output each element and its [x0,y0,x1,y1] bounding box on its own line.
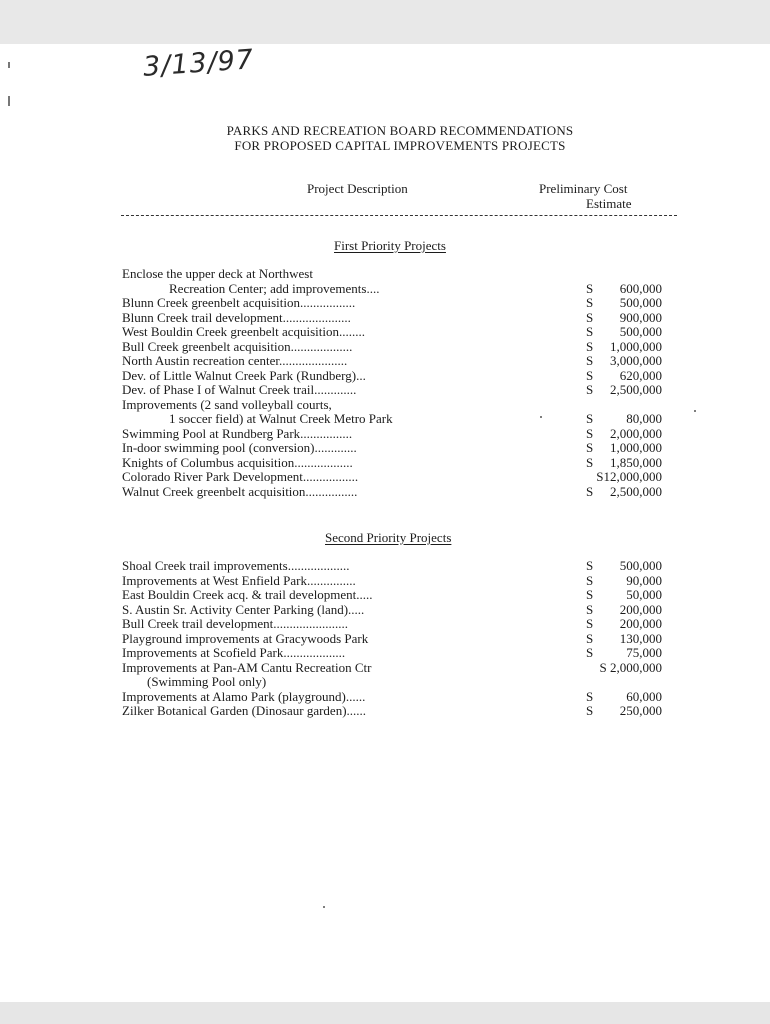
project-row [122,441,682,456]
dollar-sign: S [586,454,594,470]
dollar-sign: S [586,295,594,310]
cost-amount: 2,500,000 [610,382,662,397]
project-row [122,675,682,690]
project-description: East Bouldin Creek acq. & trail development..... [122,587,373,602]
cost-amount: S12,000,000 [596,469,662,484]
dollar-sign: S [586,324,594,339]
project-row [122,690,682,705]
project-row [122,398,682,413]
project-row [122,574,682,589]
cost-amount: 200,000 [619,616,662,631]
dollar-sign: S [586,616,594,631]
first-priority-heading: First Priority Projects [334,238,446,253]
header-divider [121,215,677,216]
cost-amount: 90,000 [626,572,662,588]
cost-amount: 1,000,000 [610,440,662,455]
project-description: 1 soccer field) at Walnut Creek Metro Park [169,411,393,426]
handwritten-date: 3/13/97 [142,44,256,83]
project-row [122,632,682,647]
project-row [122,588,682,603]
project-description: Bull Creek greenbelt acquisition................... [122,338,353,354]
cost-amount: 500,000 [619,558,662,573]
cost-amount: S 2,000,000 [599,659,662,675]
dollar-sign: S [586,309,594,325]
project-row [122,412,682,427]
scan-bottom-border [0,1002,770,1024]
project-row [122,296,682,311]
cost-amount: 250,000 [619,703,662,718]
project-description: Playground improvements at Gracywoods Park [122,630,369,646]
dollar-sign: S [586,703,594,718]
cost-amount: 130,000 [619,630,662,646]
cost-amount: 75,000 [626,645,662,660]
project-row [122,646,682,661]
dollar-sign: S [586,425,594,441]
dollar-sign: S [586,353,594,368]
scan-speck [694,410,696,412]
dollar-sign: S [586,587,594,602]
cost-amount: 50,000 [626,587,662,602]
project-description: Blunn Creek greenbelt acquisition................. [122,295,356,310]
dollar-sign: S [586,483,594,499]
scan-top-border [0,0,770,44]
project-row [122,267,682,282]
project-description: Recreation Center; add improvements.... [169,280,380,296]
column-header-estimate: Estimate [586,196,632,211]
project-row [122,559,682,574]
project-description: Walnut Creek greenbelt acquisition................ [122,483,358,499]
dollar-sign: S [586,338,594,354]
cost-amount: 1,000,000 [610,338,662,354]
project-description: Dev. of Phase I of Walnut Creek trail............. [122,382,357,397]
project-description: Improvements (2 sand volleyball courts, [122,396,332,412]
dollar-sign: S [586,601,594,617]
cost-amount: 600,000 [619,280,662,296]
project-description: West Bouldin Creek greenbelt acquisition........ [122,324,366,339]
project-row [122,282,682,297]
second-priority-list [122,559,682,719]
scan-speck [540,416,542,418]
project-description: Shoal Creek trail improvements................... [122,558,350,573]
dollar-sign: S [586,440,594,455]
dollar-sign: S [586,280,594,296]
project-description: Blunn Creek trail development..................... [122,309,351,325]
project-row [122,311,682,326]
project-description: Improvements at West Enfield Park............... [122,572,356,588]
cost-amount: 200,000 [619,601,662,617]
project-row [122,485,682,500]
first-priority-list [122,267,682,499]
project-row [122,340,682,355]
project-description: S. Austin Sr. Activity Center Parking (land)..... [122,601,365,617]
project-description: North Austin recreation center..................... [122,353,348,368]
project-description: In-door swimming pool (conversion)............. [122,440,357,455]
dollar-sign: S [586,645,594,660]
dollar-sign: S [586,572,594,588]
project-description: Improvements at Pan-AM Cantu Recreation Ctr [122,659,372,675]
cost-amount: 2,500,000 [610,483,662,499]
cost-amount: 500,000 [619,295,662,310]
cost-amount: 900,000 [619,309,662,325]
dollar-sign: S [586,382,594,397]
project-row [122,617,682,632]
project-row [122,427,682,442]
cost-amount: 80,000 [626,411,662,426]
scan-speck [323,906,325,908]
project-row [122,325,682,340]
project-description: Improvements at Scofield Park................... [122,645,346,660]
project-description: Enclose the upper deck at Northwest [122,266,313,281]
scan-edge-mark [8,62,10,68]
scan-edge-mark [8,96,10,106]
document-title-line-1: PARKS AND RECREATION BOARD RECOMMENDATIONS [226,123,574,138]
project-description: Improvements at Alamo Park (playground)...... [122,688,366,704]
dollar-sign: S [586,558,594,573]
project-description: Dev. of Little Walnut Creek Park (Rundberg)... [122,367,366,383]
dollar-sign: S [586,630,594,646]
project-description: Swimming Pool at Rundberg Park................ [122,425,353,441]
project-row [122,704,682,719]
project-row [122,383,682,398]
dollar-sign: S [586,411,594,426]
project-description: Zilker Botanical Garden (Dinosaur garden)...... [122,703,367,718]
cost-amount: 500,000 [619,324,662,339]
dollar-sign: S [586,367,594,383]
project-description: Bull Creek trail development....................... [122,616,349,631]
cost-amount: 2,000,000 [610,425,662,441]
cost-amount: 60,000 [626,688,662,704]
project-description: (Swimming Pool only) [147,674,267,689]
cost-amount: 3,000,000 [610,353,662,368]
dollar-sign: S [586,688,594,704]
cost-amount: 1,850,000 [610,454,662,470]
cost-amount: 620,000 [619,367,662,383]
project-row [122,603,682,618]
project-row [122,456,682,471]
project-description: Colorado River Park Development................. [122,469,359,484]
document-title-line-2: FOR PROPOSED CAPITAL IMPROVEMENTS PROJECTS [234,138,566,153]
project-row [122,369,682,384]
second-priority-heading: Second Priority Projects [325,530,452,545]
project-row [122,470,682,485]
project-row [122,661,682,676]
column-header-cost: Preliminary Cost [539,181,628,196]
column-header-description: Project Description [307,181,408,196]
project-row [122,354,682,369]
project-description: Knights of Columbus acquisition.................. [122,454,353,470]
